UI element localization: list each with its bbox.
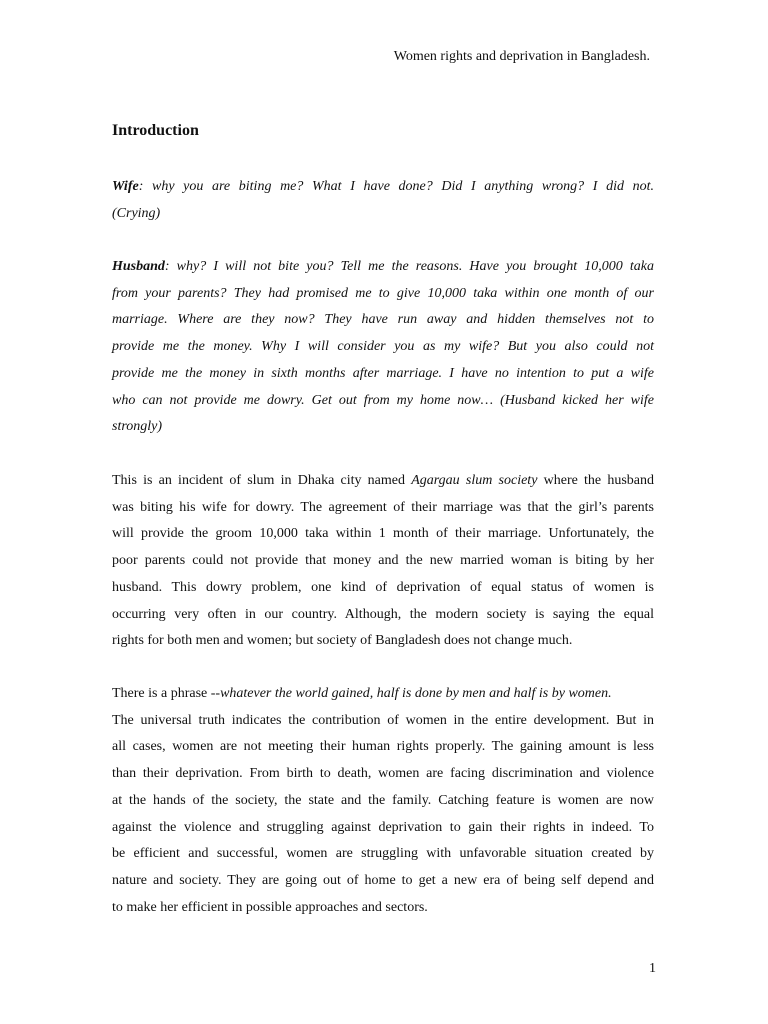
paragraph-line: was biting his wife for dowry. The agreement of their marriage was that the girl’s parents: [112, 499, 654, 515]
paragraph-line: to make her efficient in possible approaches and sectors.: [112, 899, 428, 915]
paragraph-line: nature and society. They are going out of home to get a new era of being self depend and: [112, 872, 654, 888]
paragraph-line: be efficient and successful, women are struggling with unfavorable situation created by: [112, 846, 654, 862]
paragraph-line: This is an incident of slum in Dhaka city named Agargau slum society where the husband: [112, 473, 654, 488]
husband-line-6: who can not provide me dowry. Get out from my home now… (Husband kicked her wife: [112, 392, 654, 408]
page-number: 1: [649, 961, 656, 976]
paragraph-line: rights for both men and women; but society of Bangladesh does not change much.: [112, 633, 573, 649]
paragraph-line: all cases, women are not meeting their human rights properly. The gaining amount is less: [112, 739, 654, 755]
body-paragraph-2: [112, 681, 654, 921]
paragraph-line: than their deprivation. From birth to death, women are facing discrimination and violence: [112, 766, 654, 782]
phrase-quote: whatever the world gained, half is done by men and half is by women.: [220, 686, 612, 701]
husband-line-2: from your parents? They had promised me to give 10,000 taka within one month of our: [112, 285, 654, 301]
wife-speaker: Wife: [112, 179, 139, 194]
paragraph-line: The universal truth indicates the contribution of women in the entire development. But in: [112, 712, 654, 728]
slum-name: Agargau slum society: [411, 473, 538, 488]
paragraph-line: against the violence and struggling against deprivation to gain their rights in indeed. To: [112, 819, 654, 835]
paragraph-line: poor parents could not provide that money and the new married woman is biting by her: [112, 553, 654, 569]
husband-dialogue: [112, 254, 654, 441]
husband-line-7: strongly): [112, 419, 163, 435]
paragraph-line: at the hands of the society, the state and the family. Catching feature is women are now: [112, 792, 654, 808]
wife-line-1: Wife: why you are biting me? What I have done? Did I anything wrong? I did not.: [112, 179, 654, 194]
paragraph-line: occurring very often in our country. Although, the modern society is saying the equal: [112, 606, 654, 622]
body-paragraph-1: [112, 468, 654, 655]
section-title: Introduction: [112, 122, 199, 139]
husband-line-5: provide me the money in sixth months after marriage. I have no intention to put a wife: [112, 365, 654, 381]
husband-speaker: Husband: [112, 259, 165, 274]
wife-line-2: (Crying): [112, 205, 161, 221]
paragraph-line: husband. This dowry problem, one kind of deprivation of equal status of women is: [112, 579, 654, 595]
paragraph-line: There is a phrase --whatever the world gained, half is done by men and half is by women.: [112, 686, 612, 701]
husband-line-3: marriage. Where are they now? They have run away and hidden themselves not to: [112, 312, 654, 328]
wife-dialogue: [112, 174, 654, 227]
husband-line-1: Husband: why? I will not bite you? Tell me the reasons. Have you brought 10,000 taka: [112, 259, 654, 274]
husband-line-4: provide me the money. Why I will consider you as my wife? But you also could not: [112, 339, 654, 355]
paragraph-line: will provide the groom 10,000 taka within 1 month of their marriage. Unfortunately, the: [112, 526, 654, 542]
running-header: Women rights and deprivation in Bangladesh.: [393, 49, 650, 64]
